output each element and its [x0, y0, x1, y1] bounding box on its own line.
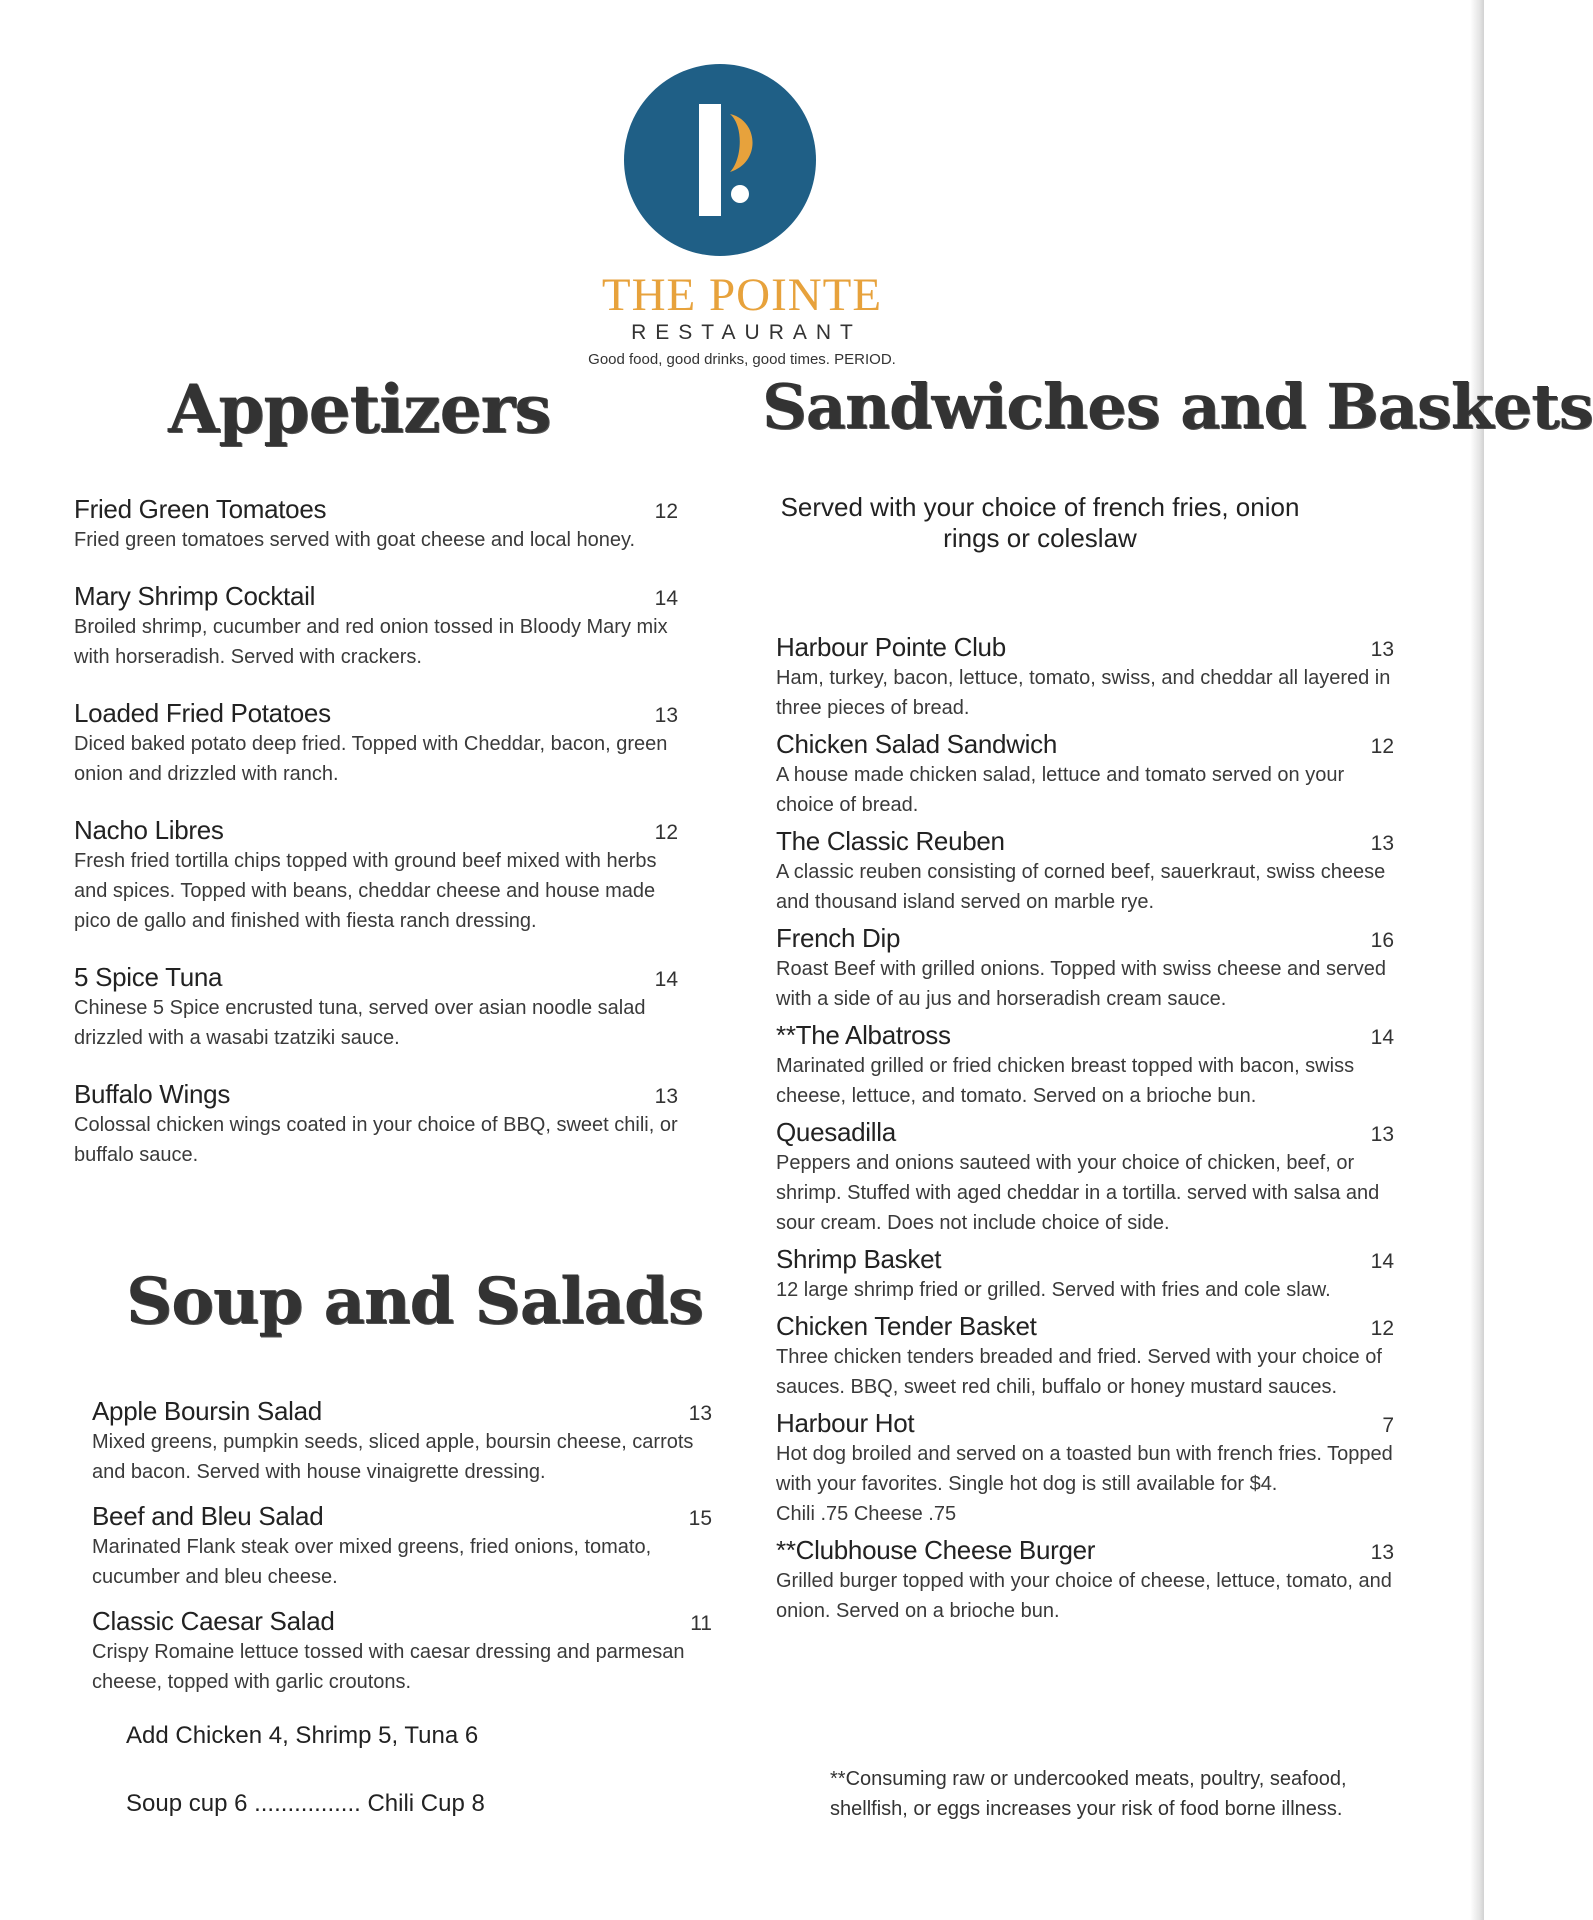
item-description: A house made chicken salad, lettuce and tomato served on your choice of bread. — [776, 764, 1345, 816]
list-item — [776, 1408, 1394, 1529]
item-name: Mary Shrimp Cocktail — [74, 581, 316, 611]
item-name: Beef and Bleu Salad — [92, 1501, 324, 1531]
item-description: Fresh fried tortilla chips topped with ground beef mixed with herbs and spices. Topped with beans, cheddar cheese and house made pico de gallo and finished with fiesta ranch dressing. — [74, 850, 657, 932]
list-item — [74, 1079, 678, 1170]
list-item — [92, 1606, 712, 1697]
appetizers-list — [74, 494, 678, 1170]
item-description: Roast Beef with grilled onions. Topped with swiss cheese and served with a side of au jus and horseradish cream sauce. — [776, 958, 1386, 1010]
list-item — [92, 1501, 712, 1592]
item-price: 11 — [690, 1612, 712, 1635]
item-name: Shrimp Basket — [776, 1244, 942, 1274]
item-description: Three chicken tenders breaded and fried. Served with your choice of sauces. BBQ, sweet red chili, buffalo or honey mustard sauces. — [776, 1346, 1382, 1398]
item-description: Marinated Flank steak over mixed greens, fried onions, tomato, cucumber and bleu cheese. — [92, 1536, 652, 1588]
list-item — [74, 698, 678, 789]
sandwiches-list — [776, 632, 1394, 1626]
item-price: 14 — [654, 968, 678, 991]
item-price: 13 — [654, 1085, 678, 1108]
food-safety-footnote: **Consuming raw or undercooked meats, poultry, seafood, shellfish, or eggs increases your risk of food borne illness. — [830, 1768, 1347, 1820]
item-name: Chicken Tender Basket — [776, 1311, 1037, 1341]
sandwiches-heading: Sandwiches and Baskets — [762, 370, 1593, 443]
item-description: Colossal chicken wings coated in your choice of BBQ, sweet chili, or buffalo sauce. — [74, 1114, 678, 1166]
item-description: Chinese 5 Spice encrusted tuna, served over asian noodle salad drizzled with a wasabi tzatziki sauce. — [74, 997, 646, 1049]
item-name: Harbour Hot — [776, 1408, 915, 1438]
list-item — [74, 815, 678, 936]
salad-add-ons: Add Chicken 4, Shrimp 5, Tuna 6 — [126, 1722, 479, 1749]
item-price: 14 — [1370, 1250, 1394, 1273]
item-price: 15 — [688, 1507, 712, 1530]
item-description: 12 large shrimp fried or grilled. Served with fries and cole slaw. — [776, 1279, 1331, 1301]
list-item — [776, 1117, 1394, 1238]
item-price: 13 — [1370, 1123, 1394, 1146]
list-item — [74, 962, 678, 1053]
item-price: 13 — [1370, 832, 1394, 855]
item-description: Crispy Romaine lettuce tossed with caesar dressing and parmesan cheese, topped with garlic croutons. — [92, 1641, 685, 1693]
item-description: Diced baked potato deep fried. Topped with Cheddar, bacon, green onion and drizzled with ranch. — [74, 733, 668, 785]
item-price: 12 — [1370, 735, 1394, 758]
item-price: 12 — [1370, 1317, 1394, 1340]
item-name: Harbour Pointe Club — [776, 632, 1006, 662]
item-name: French Dip — [776, 923, 901, 953]
item-description: Hot dog broiled and served on a toasted bun with french fries. Topped with your favorites. Single hot dog is still available for $4. — [776, 1443, 1393, 1495]
restaurant-subtitle: RESTAURANT — [631, 321, 862, 344]
item-name: Buffalo Wings — [74, 1079, 231, 1109]
item-name: Chicken Salad Sandwich — [776, 729, 1058, 759]
list-item — [74, 581, 678, 672]
item-price: 13 — [1370, 1541, 1394, 1564]
item-name: Fried Green Tomatoes — [74, 494, 327, 524]
list-item — [776, 923, 1394, 1014]
list-item — [776, 1535, 1394, 1626]
item-description: Marinated grilled or fried chicken breast topped with bacon, swiss cheese, lettuce, and tomato. Served on a brioche bun. — [776, 1055, 1355, 1107]
soup-chili-line: Soup cup 6 ................ Chili Cup 8 — [126, 1790, 485, 1817]
item-name: Quesadilla — [776, 1117, 896, 1147]
item-price: 13 — [688, 1402, 712, 1425]
item-name: **The Albatross — [776, 1020, 951, 1050]
soups-list — [92, 1396, 712, 1697]
restaurant-tagline: Good food, good drinks, good times. PERIOD. — [588, 351, 896, 368]
item-description: Fried green tomatoes served with goat cheese and local honey. — [74, 529, 636, 551]
item-price: 13 — [1370, 638, 1394, 661]
sandwiches-subtitle: Served with your choice of french fries, onion rings or coleslaw — [780, 492, 1300, 553]
item-name: Classic Caesar Salad — [92, 1606, 335, 1636]
item-price: 14 — [654, 587, 678, 610]
item-description: Ham, turkey, bacon, lettuce, tomato, swiss, and cheddar all layered in three pieces of bread. — [776, 667, 1391, 719]
item-description: A classic reuben consisting of corned beef, sauerkraut, swiss cheese and thousand island served on marble rye. — [776, 861, 1386, 913]
list-item — [92, 1396, 712, 1487]
item-name: 5 Spice Tuna — [74, 962, 223, 992]
restaurant-name: THE POINTE — [601, 269, 883, 321]
restaurant-logo — [624, 64, 816, 256]
item-name: The Classic Reuben — [776, 826, 1005, 856]
item-price: 12 — [654, 500, 678, 523]
list-item — [776, 632, 1394, 723]
item-description: Grilled burger topped with your choice of cheese, lettuce, tomato, and onion. Served on a brioche bun. — [776, 1570, 1392, 1622]
appetizers-heading: Appetizers — [168, 370, 551, 448]
item-name: **Clubhouse Cheese Burger — [776, 1535, 1096, 1565]
list-item — [776, 1311, 1394, 1402]
logo-p-mark-icon — [624, 64, 816, 256]
item-price: 7 — [1382, 1414, 1394, 1437]
item-price: 16 — [1370, 929, 1394, 952]
list-item — [776, 826, 1394, 917]
item-price: 14 — [1370, 1026, 1394, 1049]
soups-heading: Soup and Salads — [126, 1264, 703, 1339]
list-item — [776, 1244, 1394, 1305]
item-price: 12 — [654, 821, 678, 844]
item-description: Peppers and onions sauteed with your choice of chicken, beef, or shrimp. Stuffed with aged cheddar in a tortilla. served with salsa and sour cream. Does not include choice of side. — [776, 1152, 1380, 1234]
list-item — [776, 729, 1394, 820]
item-description: Broiled shrimp, cucumber and red onion tossed in Bloody Mary mix with horseradish. Served with crackers. — [74, 616, 668, 668]
item-extra: Chili .75 Cheese .75 — [776, 1503, 957, 1525]
item-price: 13 — [654, 704, 678, 727]
item-description: Mixed greens, pumpkin seeds, sliced apple, boursin cheese, carrots and bacon. Served with house vinaigrette dressing. — [92, 1431, 694, 1483]
item-name: Apple Boursin Salad — [92, 1396, 322, 1426]
item-name: Loaded Fried Potatoes — [74, 698, 331, 728]
list-item — [776, 1020, 1394, 1111]
list-item — [74, 494, 678, 555]
item-name: Nacho Libres — [74, 815, 224, 845]
